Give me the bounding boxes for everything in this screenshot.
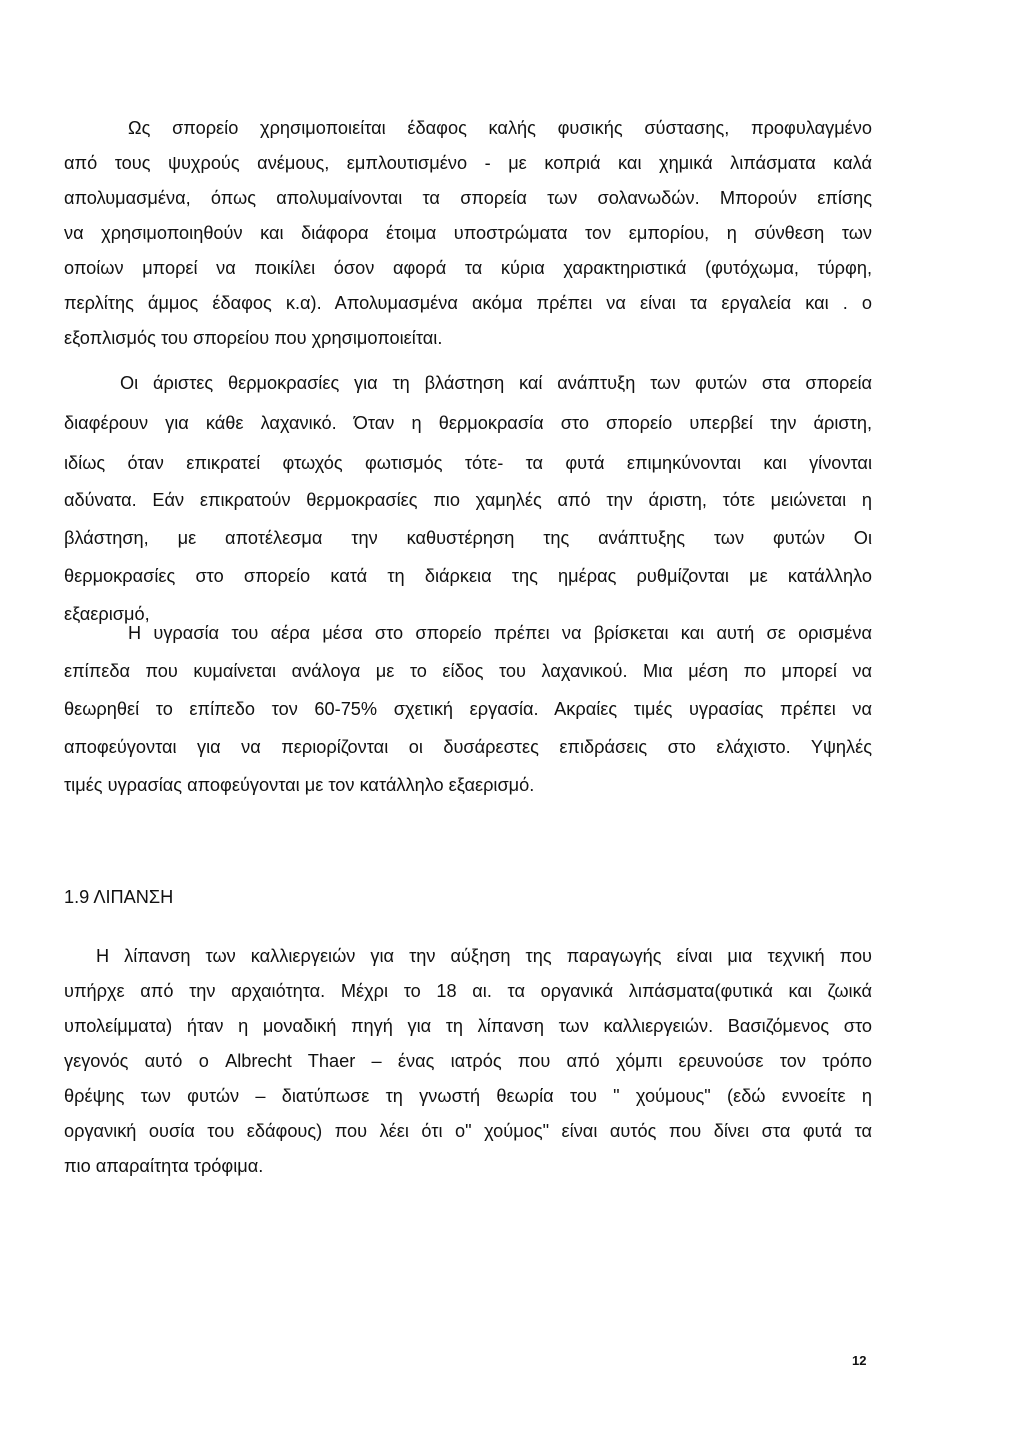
text-line: απολυμασμένα, όπως απολυμαίνονται τα σπορεία των σολανωδών. Μπορούν επίσης: [64, 188, 872, 208]
text-line: αδύνατα. Εάν επικρατούν θερμοκρασίες πιο χαμηλές από την άριστη, τότε μειώνεται η: [64, 490, 872, 510]
page-number: 12: [852, 1353, 867, 1368]
text-line: από τους ψυχρούς ανέμους, εμπλουτισμένο - με κοπριά και χημικά λιπάσματα καλά: [64, 153, 872, 173]
text-line: διαφέρουν για κάθε λαχανικό. Όταν η θερμοκρασία στο σπορείο υπερβεί την άριστη,: [64, 413, 872, 433]
text-line: βλάστηση, με αποτέλεσμα την καθυστέρηση της ανάπτυξης των φυτών Οι: [64, 528, 872, 548]
text-line: επίπεδα που κυμαίνεται ανάλογα με το είδος του λαχανικού. Μια μέση πο μπορεί να: [64, 661, 872, 681]
text-line: υπήρχε από την αρχαιότητα. Μέχρι το 18 αι. τα οργανικά λιπάσματα(φυτικά και ζωικά: [64, 981, 872, 1001]
text-line: οργανική ουσία του εδάφους) που λέει ότι ο" χούμος" είναι αυτός που δίνει στα φυτά τα: [64, 1121, 872, 1141]
text-line: οποίων μπορεί να ποικίλει όσον αφορά τα κύρια χαρακτηριστικά (φυτόχωμα, τύρφη,: [64, 258, 872, 278]
text-line: θεωρηθεί το επίπεδο τον 60-75% σχετική εργασία. Ακραίες τιμές υγρασίας πρέπει να: [64, 699, 872, 719]
text-line: πιο απαραίτητα τρόφιμα.: [64, 1156, 264, 1176]
text-line: τιμές υγρασίας αποφεύγονται με τον κατάλληλο εξαερισμό.: [64, 775, 535, 795]
text-line: Η υγρασία του αέρα μέσα στο σπορείο πρέπει να βρίσκεται και αυτή σε ορισμένα: [128, 623, 872, 643]
text-line: θρέψης των φυτών – διατύπωσε τη γνωστή θεωρία του " χούμους" (εδώ εννοείτε η: [64, 1086, 872, 1106]
text-line: εξοπλισμός του σπορείου που χρησιμοποιείται.: [64, 328, 443, 348]
text-line: εξαερισμό,: [64, 604, 150, 624]
text-line: υπολείμματα) ήταν η μοναδική πηγή για τη λίπανση των καλλιεργειών. Βασιζόμενος στο: [64, 1016, 872, 1036]
text-line: να χρησιμοποιηθούν και διάφορα έτοιμα υποστρώματα τον εμπορίου, η σύνθεση των: [64, 223, 872, 243]
text-line: Οι άριστες θερμοκρασίες για τη βλάστηση καί ανάπτυξη των φυτών στα σπορεία: [120, 373, 872, 393]
text-line: θερμοκρασίες στο σπορείο κατά τη διάρκεια της ημέρας ρυθμίζονται με κατάλληλο: [64, 566, 872, 586]
section-heading: 1.9 ΛΙΠΑΝΣΗ: [64, 887, 174, 907]
text-line: ιδίως όταν επικρατεί φτωχός φωτισμός τότε- τα φυτά επιμηκύνονται και γίνονται: [64, 453, 872, 473]
text-line: γεγονός αυτό ο Albrecht Thaer – ένας ιατρός που από χόμπι ερευνούσε τον τρόπο: [64, 1051, 872, 1071]
text-line: Η λίπανση των καλλιεργειών για την αύξηση της παραγωγής είναι μια τεχνική που: [96, 946, 872, 966]
text-line: αποφεύγονται για να περιορίζονται οι δυσάρεστες επιδράσεις στο ελάχιστο. Υψηλές: [64, 737, 872, 757]
text-line: περλίτης άμμος έδαφος κ.α). Απολυμασμένα ακόμα πρέπει να είναι τα εργαλεία και . ο: [64, 293, 872, 313]
text-line: Ως σπορείο χρησιμοποιείται έδαφος καλής φυσικής σύστασης, προφυλαγμένο: [128, 118, 872, 138]
